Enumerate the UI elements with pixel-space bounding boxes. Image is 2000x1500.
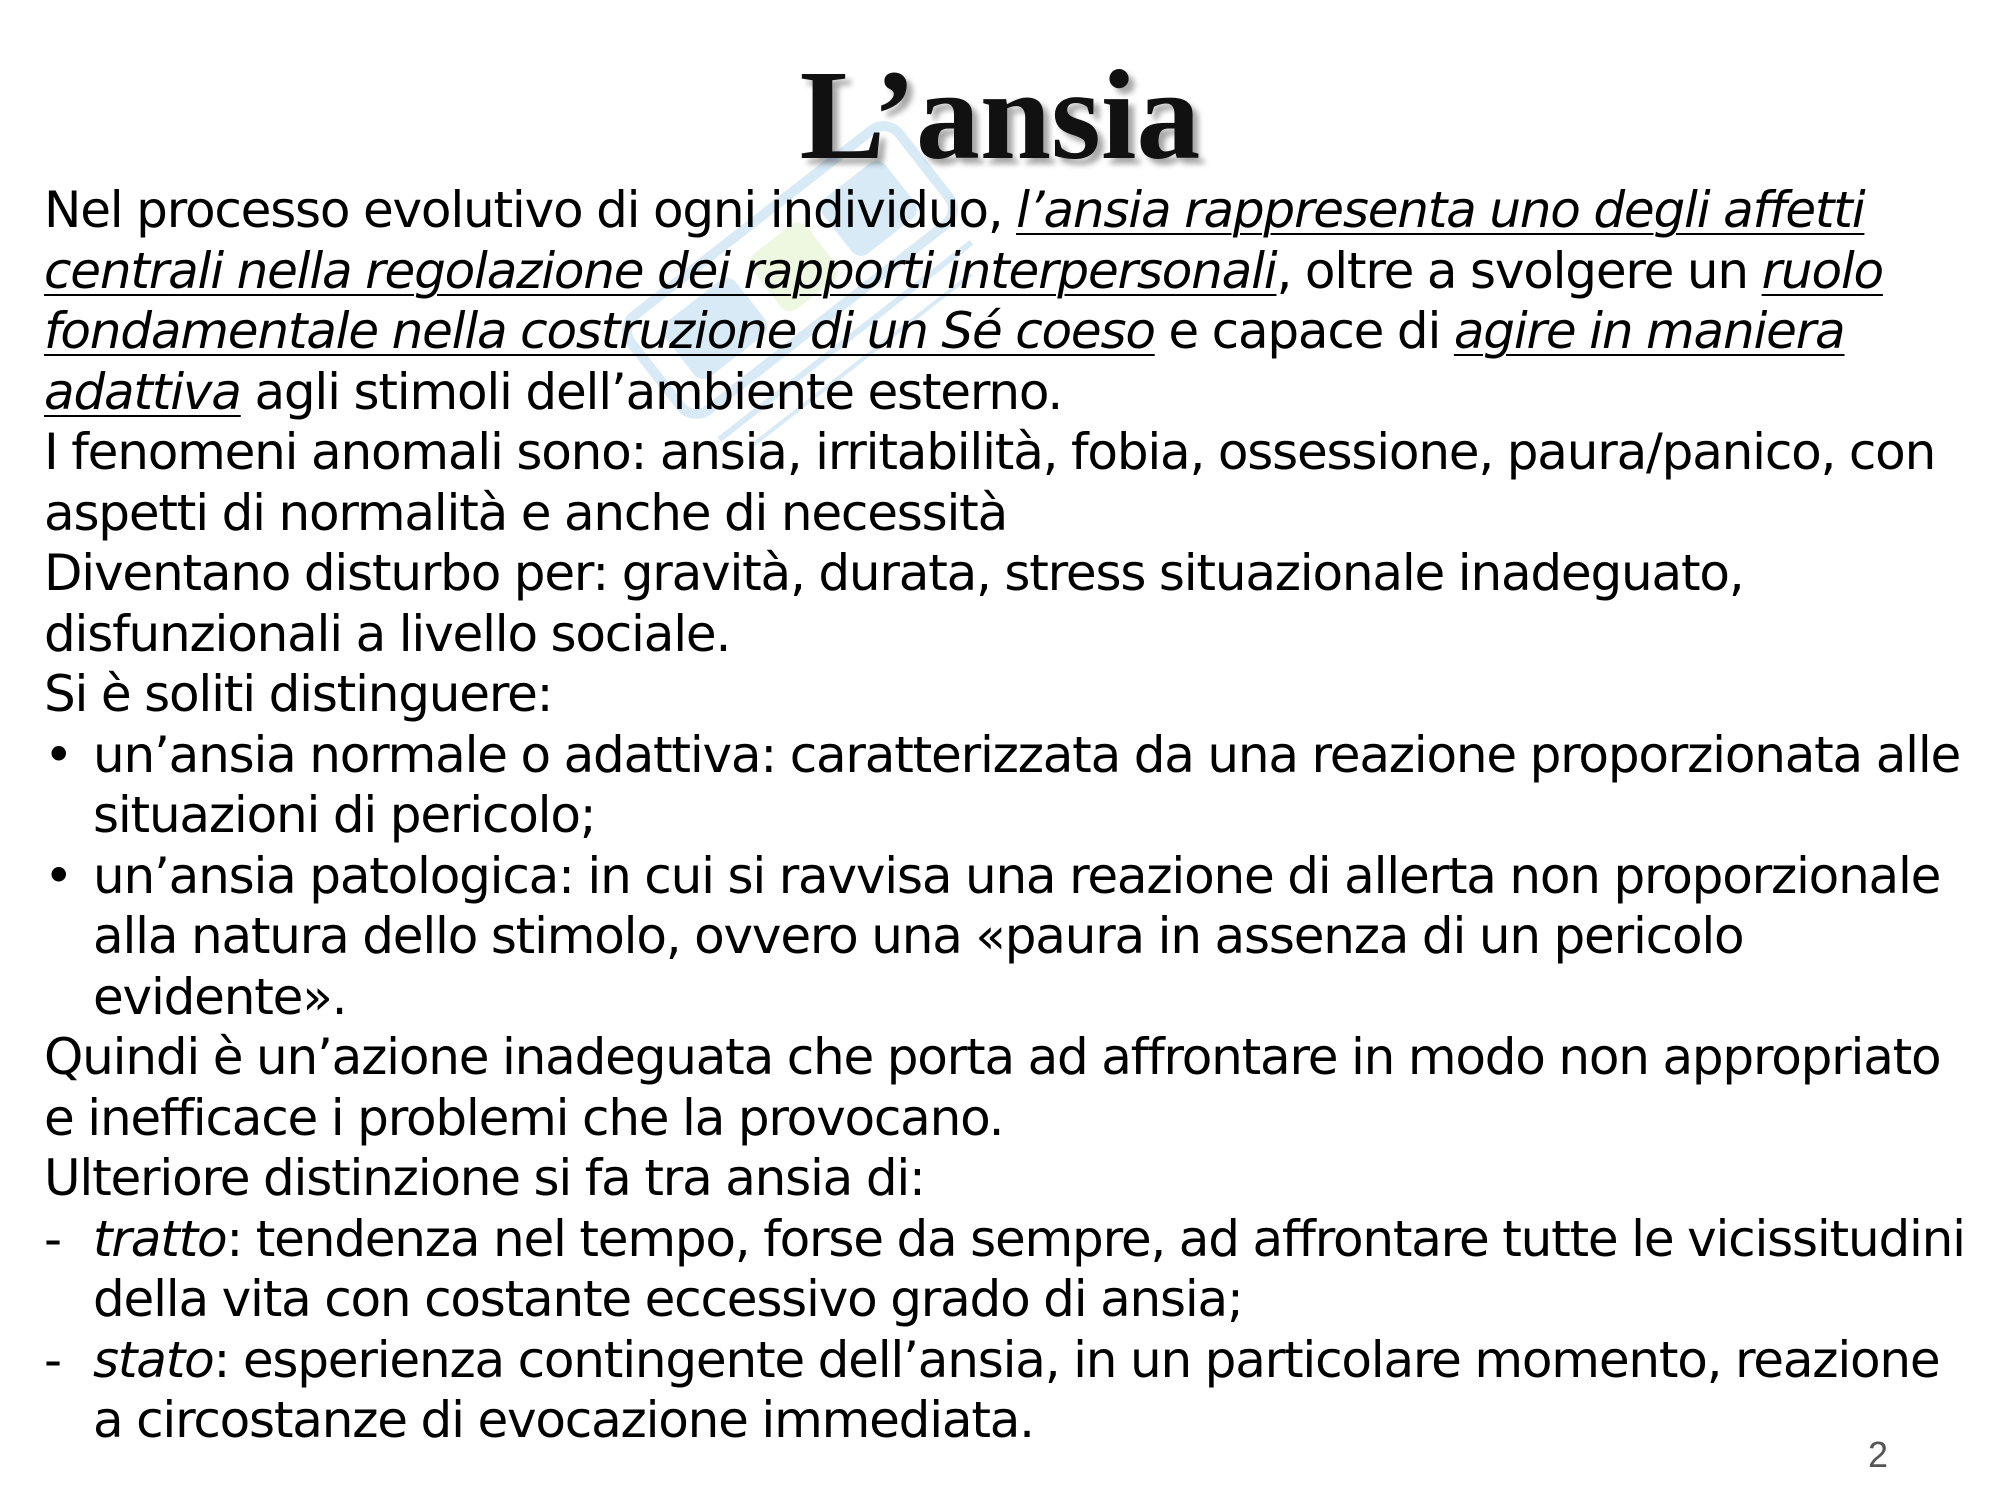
intro-text-2: , oltre a svolgere un: [1276, 241, 1762, 300]
bullet-marker: •: [44, 846, 73, 905]
bullet-text: un’ansia normale o adattiva: caratterizzata da una reazione proporzionata alle situazioni di pericolo;: [93, 725, 1961, 844]
dash-text: : esperienza contingente dell’ansia, in un particolare momento, reazione a circostanze di evocazione immediata.: [93, 1330, 1940, 1449]
intro-text-3: e capace di: [1154, 302, 1454, 360]
slide-title: L’ansia: [799, 44, 1201, 186]
ulteriore-paragraph: Ulteriore distinzione si fa tra ansia di:: [44, 1149, 925, 1207]
bullet-item-normal: [44, 725, 1974, 846]
intro-paragraph: [44, 180, 1974, 422]
page-number: 2: [1868, 1434, 1889, 1475]
intro-highlight-1: l’ansia rappresenta uno degli affetti centrali nella regolazione dei rapporti interpersonali: [44, 181, 1865, 300]
intro-text-4: agli stimoli dell’ambiente esterno.: [240, 362, 1063, 421]
intro-text-1: Nel processo evolutivo di ogni individuo,: [44, 181, 1017, 239]
dash-item-stato: [44, 1330, 1974, 1451]
phenomena-paragraph: I fenomeni anomali sono: ansia, irritabilità, fobia, ossessione, paura/panico, con aspetti di normalità e anche di necessità: [44, 423, 1936, 542]
dash-term: tratto: [93, 1209, 227, 1268]
intro-highlight-3: agire in maniera adattiva: [44, 302, 1845, 421]
bullet-marker: •: [44, 725, 73, 784]
intro-highlight-2: ruolo fondamentale nella costruzione di un Sé coeso: [44, 241, 1883, 360]
disorder-paragraph: Diventano disturbo per: gravità, durata, stress situazionale inadeguato, disfunzionali a livello sociale.: [44, 544, 1744, 663]
bullet-text: un’ansia patologica: in cui si ravvisa una reazione di allerta non proporzionale alla natura dello stimolo, ovvero una «paura in assenza di un pericolo evidente».: [93, 846, 1941, 1026]
dash-text: : tendenza nel tempo, forse da sempre, ad affrontare tutte le vicissitudini della vita con costante eccessivo grado di ansia;: [93, 1209, 1965, 1328]
slide-body: [44, 180, 1974, 1451]
dash-marker: -: [44, 1330, 61, 1389]
quindi-paragraph: Quindi è un’azione inadeguata che porta ad affrontare in modo non appropriato e inefficace i problemi che la provocano.: [44, 1028, 1941, 1147]
distinguish-paragraph: Si è soliti distinguere:: [44, 665, 553, 723]
dash-marker: -: [44, 1209, 61, 1268]
bullet-item-pathological: [44, 846, 1974, 1028]
dash-term: stato: [93, 1330, 214, 1389]
dash-item-tratto: [44, 1209, 1974, 1330]
